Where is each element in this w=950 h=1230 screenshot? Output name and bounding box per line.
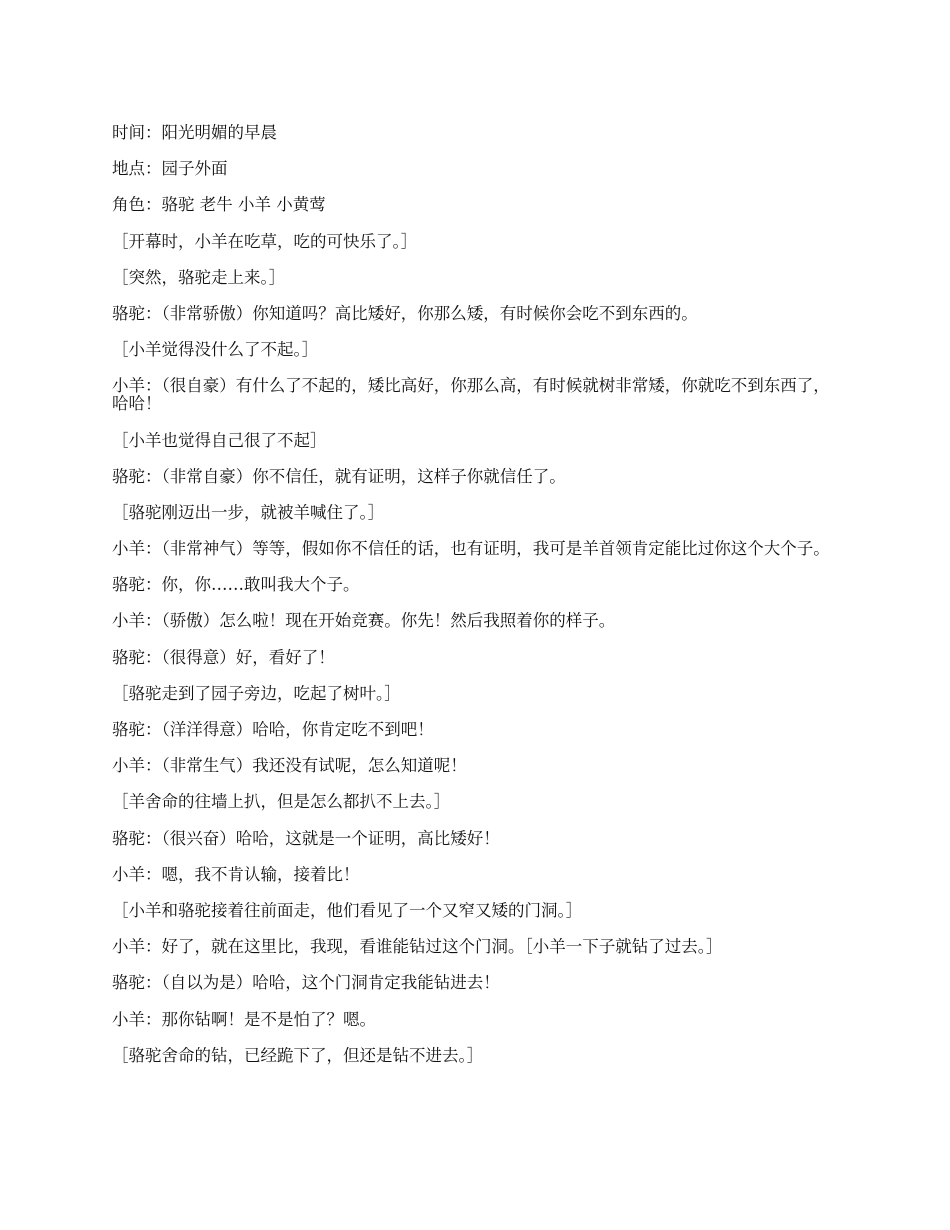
setting-characters: 角色：骆驼 老牛 小羊 小黄莺 bbox=[112, 195, 326, 215]
dialogue-line: 骆驼：你，你……敢叫我大个子。 bbox=[112, 575, 360, 595]
stage-direction: ［突然，骆驼走上来。］ bbox=[112, 267, 286, 287]
dialogue-line: 骆驼：（非常自豪）你不信任，就有证明，这样子你就信任了。 bbox=[112, 466, 566, 486]
stage-direction: ［小羊觉得没什么了不起。］ bbox=[112, 340, 319, 360]
dialogue-line: 小羊：（骄傲）怎么啦！现在开始竞赛。你先！然后我照着你的样子。 bbox=[112, 611, 616, 631]
stage-direction: ［开幕时，小羊在吃草，吃的可快乐了。］ bbox=[112, 231, 418, 251]
setting-place: 地点：园子外面 bbox=[112, 159, 228, 179]
dialogue-line: 骆驼：（非常骄傲）你知道吗？高比矮好，你那么矮，有时候你会吃不到东西的。 bbox=[112, 303, 698, 323]
dialogue-line: 小羊：那你钻啊！是不是怕了？嗯。 bbox=[112, 1009, 376, 1029]
dialogue-line: 小羊：嗯，我不肯认输，接着比！ bbox=[112, 864, 360, 884]
stage-direction: ［骆驼舍命的钻，已经跪下了，但还是钻不进去。］ bbox=[112, 1045, 484, 1065]
script-body bbox=[112, 124, 842, 1083]
dialogue-line: 小羊：（很自豪）有什么了不起的，矮比高好，你那么高，有时候就树非常矮，你就吃不到东西了，哈哈！ bbox=[112, 376, 830, 414]
stage-direction: ［小羊和骆驼接着往前面走，他们看见了一个又窄又矮的门洞。］ bbox=[112, 900, 583, 920]
dialogue-line: 骆驼：（洋洋得意）哈哈，你肯定吃不到吧！ bbox=[112, 720, 434, 739]
dialogue-line: 小羊：（非常神气）等等，假如你不信任的话，也有证明，我可是羊首领肯定能比过你这个大个子。 bbox=[112, 539, 830, 559]
stage-direction: ［小羊也觉得自己很了不起］ bbox=[112, 430, 327, 450]
stage-direction: ［骆驼刚迈出一步，就被羊喊住了。］ bbox=[112, 502, 385, 522]
dialogue-line: 骆驼：（很得意）好，看好了！ bbox=[112, 647, 335, 667]
dialogue-line: 小羊：好了，就在这里比，我现，看谁能钻过这个门洞。［小羊一下子就钻了过去。］ bbox=[112, 937, 723, 957]
stage-direction: ［骆驼走到了园子旁边，吃起了树叶。］ bbox=[112, 683, 401, 703]
dialogue-line: 小羊：（非常生气）我还没有试呢，怎么知道呢！ bbox=[112, 756, 467, 776]
dialogue-line: 骆驼：（很兴奋）哈哈，这就是一个证明，高比矮好！ bbox=[112, 828, 500, 848]
dialogue-line: 骆驼：（自以为是）哈哈，这个门洞肯定我能钻进去！ bbox=[112, 973, 500, 993]
stage-direction: ［羊舍命的往墙上扒，但是怎么都扒不上去。］ bbox=[112, 792, 451, 812]
setting-time: 时间：阳光明媚的早晨 bbox=[112, 123, 277, 142]
